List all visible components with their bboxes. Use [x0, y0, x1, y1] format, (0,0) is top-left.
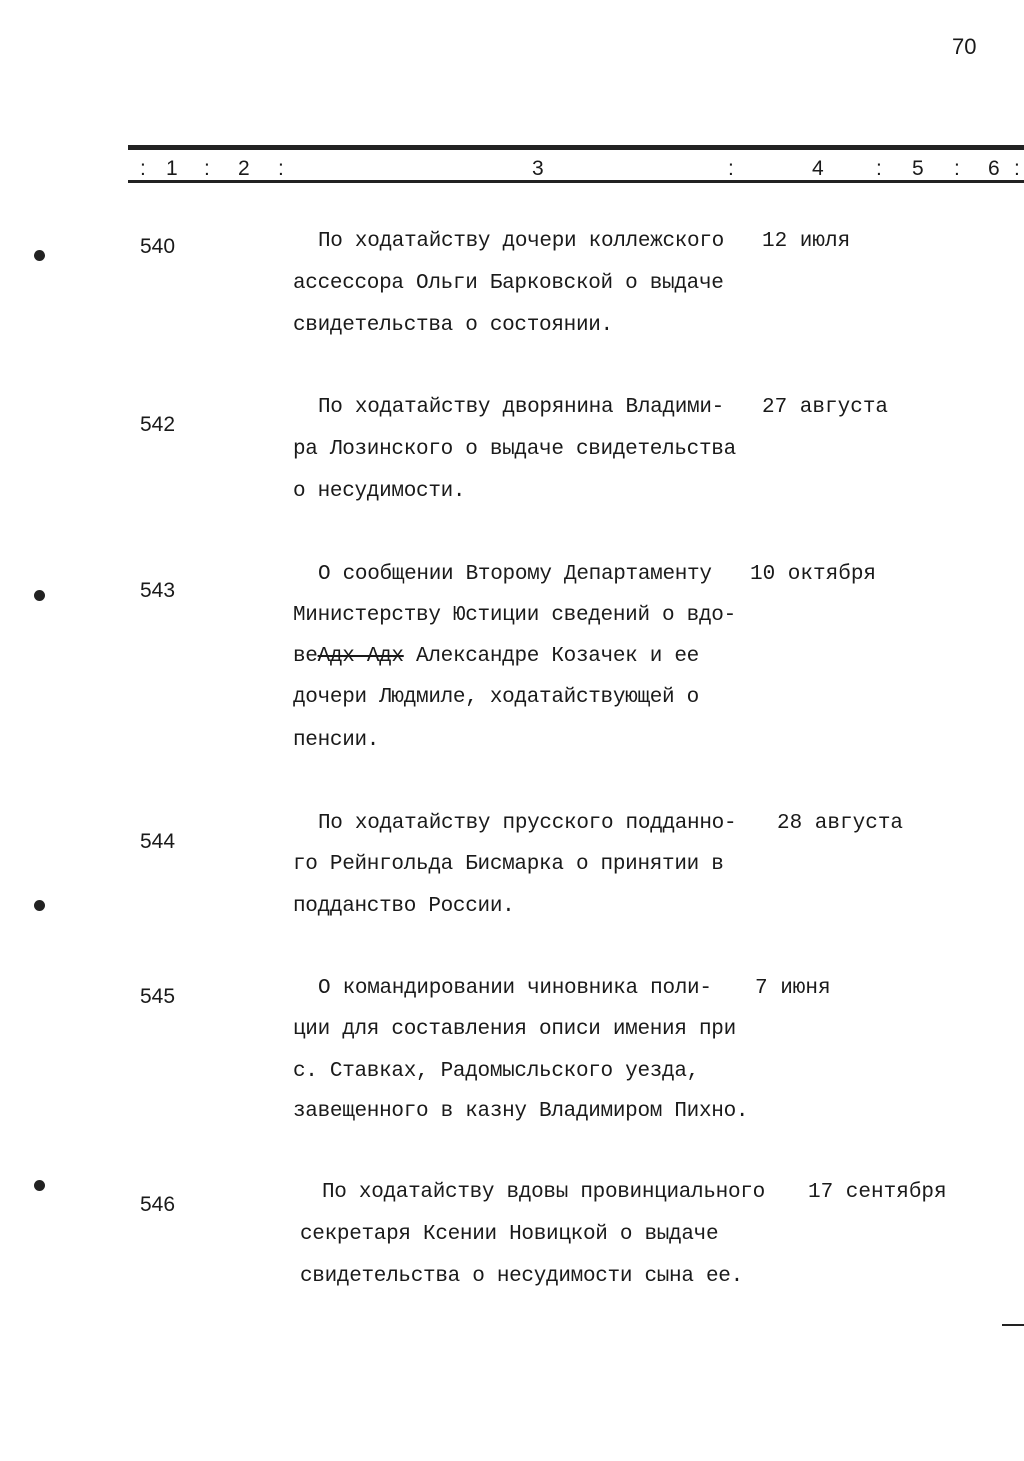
entry-text-line: По ходатайству дворянина Владими-: [318, 396, 724, 419]
entry-text-line: свидетельства о несудимости сына ее.: [300, 1265, 743, 1288]
entry-text-line: ра Лозинского о выдаче свидетельства: [293, 438, 736, 461]
col-5: 5: [912, 157, 924, 180]
column-header: : 1 : 2 : 3 : 4 : 5 : 6 :: [140, 157, 1020, 180]
col-3: 3: [532, 157, 544, 180]
col-4: 4: [812, 157, 824, 180]
col-1: 1: [166, 157, 178, 180]
entry-text-line: дочери Людмиле, ходатайствующей о: [293, 686, 699, 709]
header-top-rule: [128, 145, 1024, 150]
entry-number: 540: [140, 235, 176, 258]
struck-out-text: Адх Адх: [317, 645, 404, 668]
entry-number: 543: [140, 579, 176, 602]
page-number: 70: [952, 34, 977, 59]
entry-date: 10 октября: [750, 563, 877, 586]
entry-text-line: О командировании чиновника поли-: [318, 977, 712, 1000]
margin-mark: [1002, 1324, 1024, 1326]
col-2: 2: [238, 157, 250, 180]
header-bottom-rule: [128, 180, 1024, 183]
entry-number: 545: [140, 985, 176, 1008]
entry-text-line: секретаря Ксении Новицкой о выдаче: [300, 1223, 719, 1246]
entry-date: 17 сентября: [808, 1181, 947, 1204]
entry-text-line: пенсии.: [293, 729, 380, 752]
entry-text-line: с. Ставках, Радомысльского уезда,: [293, 1060, 699, 1083]
entry-text-line: ассессора Ольги Барковской о выдаче: [293, 272, 724, 295]
entry-date: 28 августа: [777, 812, 904, 835]
entry-text-line: По ходатайству прусского подданно-: [318, 812, 737, 835]
entry-text-line: завещенного в казну Владимиром Пихно.: [293, 1100, 749, 1123]
entry-text-line: Министерству Юстиции сведений о вдо-: [293, 604, 736, 627]
entry-text-line: о несудимости.: [293, 480, 466, 503]
entry-date: 7 июня: [755, 977, 831, 1000]
entry-text-line: О сообщении Второму Департаменту: [318, 563, 712, 586]
entry-number: 544: [140, 830, 176, 853]
punch-hole-mark: [34, 900, 45, 911]
col-6: 6: [988, 157, 1000, 180]
punch-hole-mark: [34, 590, 45, 601]
punch-hole-mark: [34, 1180, 45, 1191]
entry-number: 542: [140, 413, 176, 436]
entry-text-line: свидетельства о состоянии.: [293, 314, 613, 337]
entry-text-line: го Рейнгольда Бисмарка о принятии в: [293, 853, 724, 876]
entry-text-line: По ходатайству дочери коллежского: [318, 230, 724, 253]
entry-text-line: веАдх Адх Александре Козачек и ее: [293, 645, 699, 668]
entry-text-line: подданство России.: [293, 895, 515, 918]
entry-date: 12 июля: [762, 230, 851, 253]
entry-date: 27 августа: [762, 396, 889, 419]
entry-text-line: По ходатайству вдовы провинциального: [322, 1181, 765, 1204]
punch-hole-mark: [34, 250, 45, 261]
entry-text-line: ции для составления описи имения при: [293, 1018, 736, 1041]
entry-number: 546: [140, 1193, 176, 1216]
